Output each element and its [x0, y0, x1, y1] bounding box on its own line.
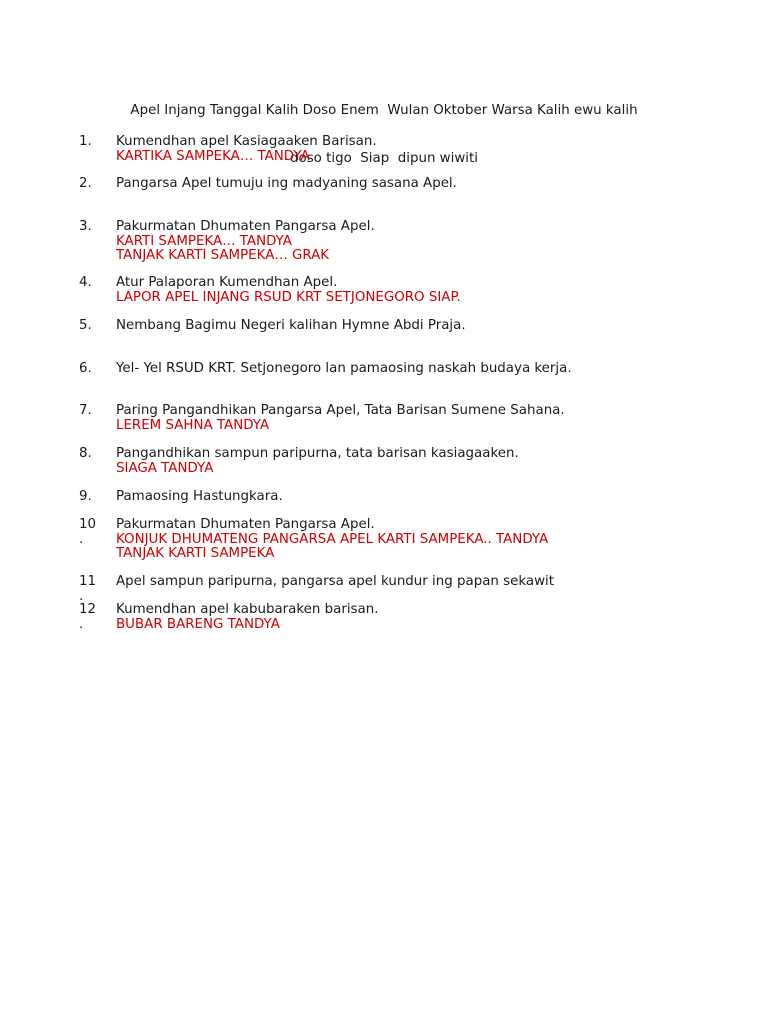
item-text: Pangandhikan sampun paripurna, tata barisan kasiagaaken.: [116, 446, 519, 461]
item-command: LEREM SAHNA TANDYA: [116, 417, 270, 433]
item-number: 6.: [79, 361, 92, 376]
item-text: Paring Pangandhikan Pangarsa Apel, Tata Barisan Sumene Sahana.: [116, 403, 565, 418]
item-command: SIAGA TANDYA: [116, 460, 214, 476]
item-number: 3.: [79, 219, 92, 234]
item-command: KONJUK DHUMATENG PANGARSA APEL KARTI SAMPEKA.. TANDYA: [116, 531, 549, 547]
item-command: BUBAR BARENG TANDYA: [116, 616, 280, 632]
item-text: Apel sampun paripurna, pangarsa apel kundur ing papan sekawit: [116, 574, 555, 589]
item-number: 1.: [79, 134, 92, 149]
item-command-2: TANJAK KARTI SAMPEKA: [116, 546, 275, 561]
item-number: 9.: [79, 489, 92, 504]
title-line-2: doso tigo Siap dipun wiwiti: [290, 151, 478, 166]
item-text: Nembang Bagimu Negeri kalihan Hymne Abdi Praja.: [116, 318, 466, 333]
item-text: Yel- Yel RSUD KRT. Setjonegoro lan pamaosing naskah budaya kerja.: [116, 361, 572, 376]
item-command-2: TANJAK KARTI SAMPEKA… GRAK: [116, 248, 330, 263]
item-command: KARTIKA SAMPEKA… TANDYA: [116, 148, 310, 164]
item-text: Pakurmatan Dhumaten Pangarsa Apel.: [116, 219, 375, 234]
item-number: 5.: [79, 318, 92, 333]
item-command: LAPOR APEL INJANG RSUD KRT SETJONEGORO SIAP.: [116, 289, 461, 305]
item-number: 2.: [79, 176, 92, 191]
item-number: 8.: [79, 446, 92, 461]
item-text: Pakurmatan Dhumaten Pangarsa Apel.: [116, 517, 375, 532]
item-command: KARTI SAMPEKA… TANDYA: [116, 233, 292, 249]
item-text: Kumendhan apel Kasiagaaken Barisan.: [116, 134, 377, 149]
item-number: 4.: [79, 275, 92, 290]
item-number: 11 .: [79, 574, 97, 604]
item-number: 10 .: [79, 517, 97, 547]
item-text: Atur Palaporan Kumendhan Apel.: [116, 275, 338, 290]
title-line-1: Apel Injang Tanggal Kalih Doso Enem Wulan Oktober Warsa Kalih ewu kalih: [130, 103, 638, 118]
item-text: Pamaosing Hastungkara.: [116, 489, 283, 504]
document-title: [70, 71, 698, 183]
item-number: 12 .: [79, 602, 97, 632]
item-number: 7.: [79, 403, 92, 418]
item-text: Pangarsa Apel tumuju ing madyaning sasana Apel.: [116, 176, 457, 191]
item-text: Kumendhan apel kabubaraken barisan.: [116, 602, 379, 617]
